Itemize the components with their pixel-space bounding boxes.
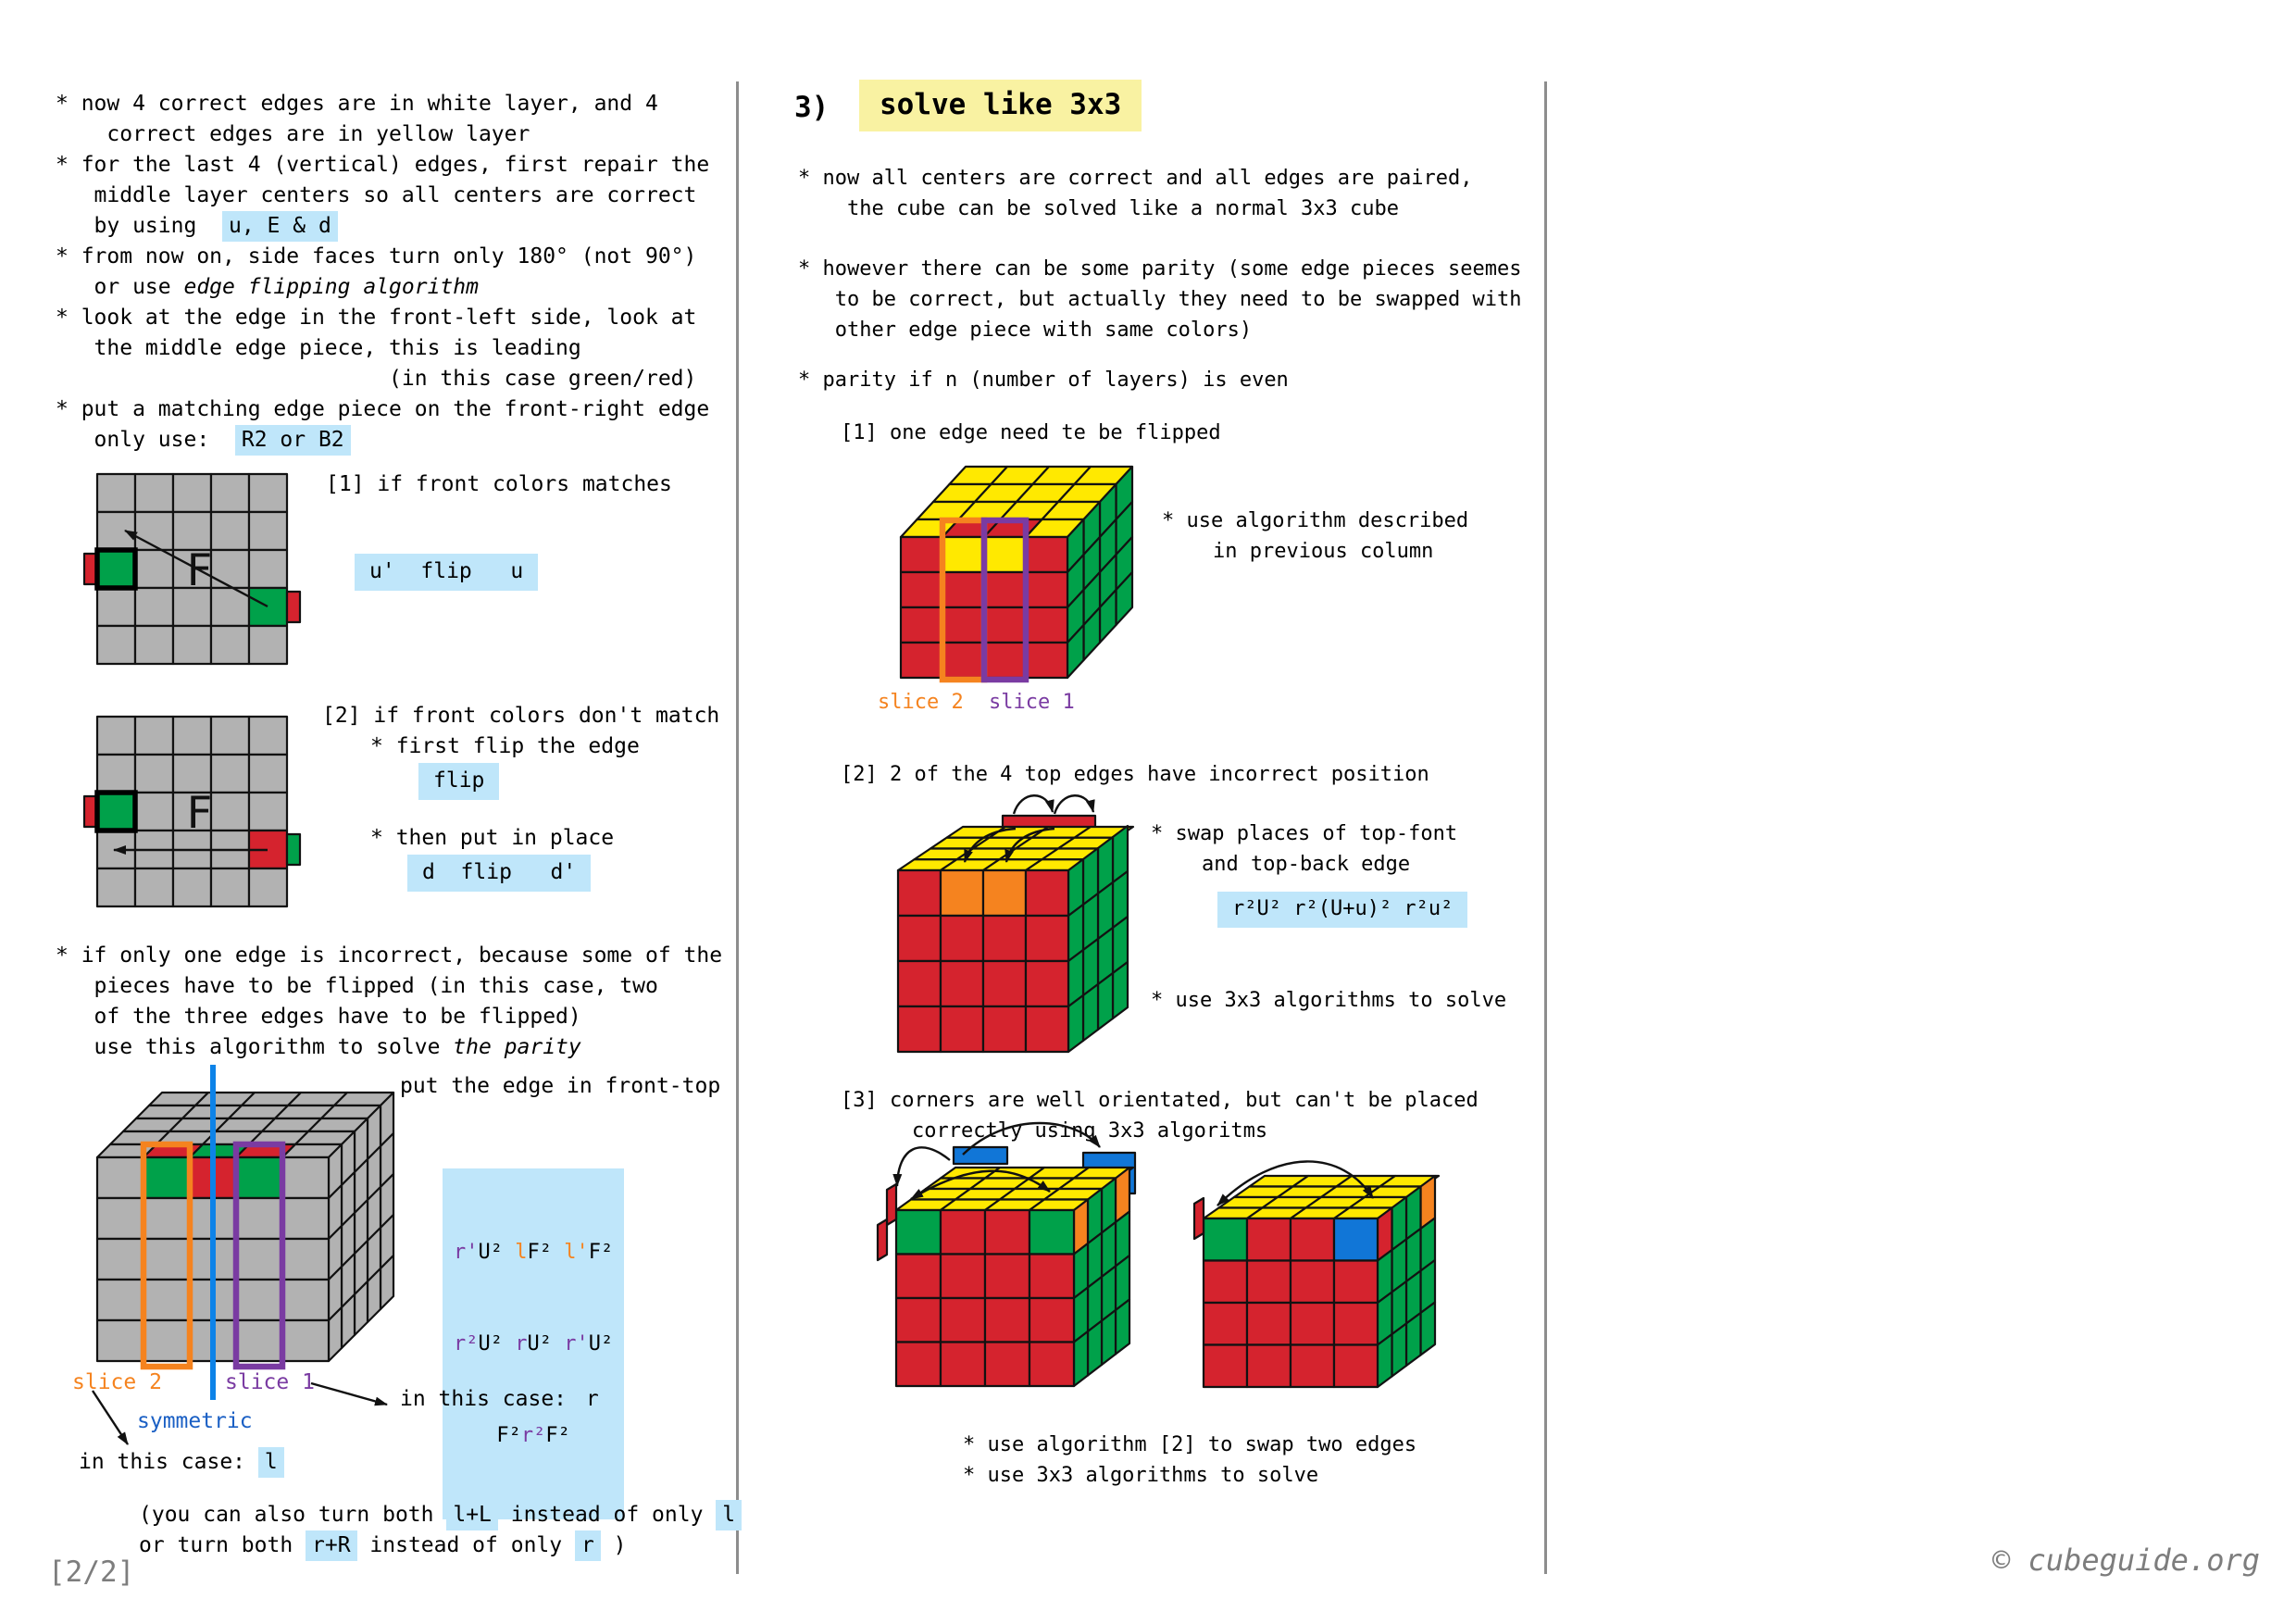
- text-segment: * for the last 4 (vertical) edges, first repair the: [56, 153, 710, 177]
- text-segment: instead of only: [356, 1533, 575, 1557]
- cube-cell: [1247, 1218, 1291, 1261]
- cube-cell: [1247, 1303, 1291, 1345]
- cube-cell: [1204, 1303, 1247, 1345]
- rcase2-algorithm: r²U² r²(U+u)² r²u²: [1217, 892, 1467, 928]
- text-line: [798, 315, 1521, 345]
- cube-cell: [941, 961, 983, 1006]
- cube-cell: [97, 626, 135, 664]
- cube-cell: [211, 626, 249, 664]
- cube-cell: [1291, 1345, 1334, 1388]
- cube-cell: [282, 1157, 329, 1198]
- rcase3-note-2: * use 3x3 algorithms to solve: [963, 1464, 1319, 1487]
- cube-cell: [1026, 643, 1067, 678]
- cube-cell: [97, 717, 135, 755]
- slice1-label: slice 1: [225, 1370, 315, 1394]
- column-divider-1: [736, 81, 739, 1574]
- cube-cell: [135, 588, 173, 626]
- text-segment: U²: [478, 1332, 516, 1355]
- algo-line: [454, 1237, 613, 1268]
- text-line: [56, 1002, 722, 1032]
- cube-cell: [942, 607, 984, 643]
- cube-cell: [236, 1239, 282, 1280]
- slice2-arrow: [93, 1391, 128, 1444]
- cube-cell: [1334, 1345, 1378, 1388]
- text-segment: l: [515, 1241, 528, 1264]
- face-letter: F: [186, 545, 213, 596]
- text-segment: u, E & d: [222, 211, 338, 242]
- text-segment: pieces have to be flipped (in this case, two: [56, 974, 658, 998]
- cube-cell: [173, 868, 211, 906]
- cube-cell: [942, 537, 984, 572]
- cube-cell: [173, 626, 211, 664]
- text-segment: ): [600, 1533, 627, 1557]
- left-edge-tab: [878, 1219, 887, 1260]
- cube-cell: [144, 1198, 190, 1239]
- cube-cell: [896, 1255, 941, 1299]
- cube-cell: [1029, 1343, 1074, 1387]
- text-segment: l: [258, 1447, 284, 1478]
- slice1-label: slice 1: [989, 691, 1075, 714]
- cube-cell: [1083, 984, 1098, 1041]
- cube-cell: [97, 550, 135, 588]
- parity-note: put the edge in front-top: [400, 1074, 721, 1098]
- cube-cell: [1026, 537, 1067, 572]
- red-sliver: [287, 592, 300, 622]
- cube-cell: [984, 607, 1026, 643]
- case2-step2: * then put in place: [370, 826, 615, 850]
- cube-cell: [1026, 870, 1068, 916]
- cube-cell: [1026, 607, 1067, 643]
- case2-label: [2] if front colors don't match: [322, 704, 720, 728]
- cube-cell: [135, 474, 173, 512]
- rcase2-note-1b: and top-back edge: [1202, 853, 1411, 876]
- text-segment: the cube can be solved like a normal 3x3 cube: [798, 197, 1400, 220]
- cube-cell: [236, 1198, 282, 1239]
- text-segment: * from now on, side faces turn only 180° (not 90°): [56, 244, 697, 269]
- rcase2-note-1a: * swap places of top-font: [1151, 822, 1458, 845]
- cube-cell: [135, 793, 173, 831]
- text-segment: F²: [588, 1241, 614, 1264]
- cube-cell: [144, 1239, 190, 1280]
- cube-cell: [173, 474, 211, 512]
- cube-cell: [211, 868, 249, 906]
- algo-line: [454, 1420, 613, 1451]
- slice2-label: slice 2: [878, 691, 964, 714]
- symmetric-label: symmetric: [137, 1409, 253, 1433]
- text-line: [56, 333, 709, 364]
- text-segment: R2 or B2: [235, 425, 351, 456]
- cube-cell: [236, 1280, 282, 1320]
- cube-cell: [941, 870, 983, 916]
- cube-cell: [898, 870, 941, 916]
- text-segment: the parity: [453, 1035, 581, 1059]
- cube-cell: [97, 1157, 144, 1198]
- cube-cell: [985, 1343, 1029, 1387]
- cube-cell: [97, 1239, 144, 1280]
- text-segment: r²: [454, 1332, 479, 1355]
- cube-cell: [983, 916, 1026, 961]
- text-line: [798, 284, 1521, 315]
- cube-cell: [1204, 1218, 1247, 1261]
- text-segment: r: [575, 1530, 601, 1561]
- text-segment: other edge piece with same colors): [798, 319, 1253, 342]
- cube-cell: [1406, 1313, 1421, 1366]
- cube-cell: [249, 588, 287, 626]
- text-line: [56, 941, 722, 971]
- cube-cell: [941, 1298, 985, 1343]
- text-line: [56, 364, 709, 394]
- text-segment: U²: [588, 1332, 614, 1355]
- cube-cell: [983, 870, 1026, 916]
- cube-cell: [984, 643, 1026, 678]
- cube-cell: [211, 550, 249, 588]
- cube-cell: [901, 572, 942, 607]
- case2-algorithm-1: flip: [418, 763, 499, 800]
- cube-cell: [1291, 1218, 1334, 1261]
- case2-algorithm-2: d flip d': [407, 855, 591, 892]
- right-paragraph-1: [798, 163, 1472, 224]
- text-segment: of the three edges have to be flipped): [56, 1005, 581, 1029]
- cube-cell: [211, 755, 249, 793]
- parity-extra-note: [139, 1500, 742, 1561]
- cube-cell: [135, 868, 173, 906]
- text-segment: r: [515, 1332, 528, 1355]
- cube-cell: [941, 1343, 985, 1387]
- text-segment: (in this case green/red): [56, 367, 697, 391]
- text-segment: middle layer centers so all centers are correct: [56, 183, 697, 207]
- back-edge-tab: [954, 1147, 1007, 1164]
- text-line: [56, 211, 709, 242]
- cube-cell: [941, 1006, 983, 1052]
- text-line: [798, 194, 1472, 224]
- cube-cell: [941, 916, 983, 961]
- algo-line: [454, 1329, 613, 1359]
- text-segment: r': [564, 1332, 589, 1355]
- cube-cell: [985, 1255, 1029, 1299]
- text-segment: l': [564, 1241, 589, 1264]
- cube-cell: [1026, 1006, 1068, 1052]
- cube-diagram-2: [866, 782, 1194, 1060]
- cube-cell: [1029, 1210, 1074, 1255]
- cube-cell: [1378, 1334, 1392, 1387]
- text-segment: * put a matching edge piece on the front-right edge: [56, 397, 710, 421]
- text-line: [139, 1500, 742, 1530]
- face-letter: F: [186, 788, 213, 839]
- cube-cell: [249, 793, 287, 831]
- cube-cell: [1116, 1300, 1129, 1355]
- cube-cell: [1029, 1298, 1074, 1343]
- text-line: [139, 1530, 742, 1561]
- cube-cell: [211, 474, 249, 512]
- cube-diagram-1: [866, 444, 1190, 690]
- text-segment: r²: [520, 1424, 546, 1447]
- cube-cell: [1113, 962, 1128, 1018]
- rcase1-note-2: in previous column: [1213, 540, 1434, 563]
- cube-cell: [1204, 1345, 1247, 1388]
- cube-cell: [97, 512, 135, 550]
- cube-cell: [173, 717, 211, 755]
- text-line: [56, 272, 709, 303]
- cube-cell: [135, 550, 173, 588]
- text-segment: in this case:: [79, 1450, 258, 1474]
- rcase1-label: [1] one edge need te be flipped: [841, 421, 1221, 444]
- text-segment: F²: [496, 1424, 521, 1447]
- text-line: [56, 303, 709, 333]
- text-line: [798, 163, 1472, 194]
- cube-cell: [249, 550, 287, 588]
- cube-cell: [1291, 1261, 1334, 1304]
- text-segment: l: [716, 1500, 742, 1530]
- case1-algorithm: u' flip u: [355, 554, 538, 591]
- cube-cell: [898, 916, 941, 961]
- front-face-diagram-1: [69, 461, 319, 693]
- cube-cell: [1102, 1310, 1116, 1365]
- cube-cell: [1026, 916, 1068, 961]
- cube-cell: [144, 1280, 190, 1320]
- front-face-diagram-2: [69, 704, 319, 935]
- cube-cell: [1291, 1303, 1334, 1345]
- cube-cell: [983, 961, 1026, 1006]
- cube-cell: [97, 755, 135, 793]
- case-r-text: [400, 1387, 605, 1411]
- text-segment: U²: [478, 1241, 516, 1264]
- case1-label: [1] if front colors matches: [326, 472, 672, 496]
- cube-cell: [135, 512, 173, 550]
- cube-cell: [173, 755, 211, 793]
- cube-cell: [249, 474, 287, 512]
- cube-cell: [249, 717, 287, 755]
- cube-cell: [985, 1210, 1029, 1255]
- cube-cell: [1204, 1261, 1247, 1304]
- cube-cell: [898, 1006, 941, 1052]
- text-segment: * now all centers are correct and all edges are paired,: [798, 167, 1473, 190]
- cube-cell: [942, 643, 984, 678]
- text-segment: r': [454, 1241, 479, 1264]
- cube-cell: [1098, 973, 1113, 1030]
- cube-cell: [144, 1320, 190, 1361]
- case2-step1: * first flip the edge: [370, 734, 640, 758]
- cube-cell: [249, 868, 287, 906]
- cube-cell: [135, 626, 173, 664]
- text-line: [56, 242, 709, 272]
- text-segment: use this algorithm to solve: [56, 1035, 454, 1059]
- text-segment: U²: [527, 1332, 565, 1355]
- right-paragraph-2: [798, 254, 1521, 345]
- cube-cell: [211, 512, 249, 550]
- rcase2-note-2: * use 3x3 algorithms to solve: [1151, 989, 1507, 1012]
- text-segment: or use: [56, 275, 184, 299]
- text-segment: correct edges are in yellow layer: [56, 122, 530, 146]
- text-segment: (you can also turn both: [139, 1503, 447, 1527]
- cube-cell: [1392, 1324, 1407, 1377]
- cube-cell: [896, 1343, 941, 1387]
- cube-cell: [97, 588, 135, 626]
- text-line: [56, 150, 709, 181]
- cube-cell: [898, 961, 941, 1006]
- cube-cell: [97, 1320, 144, 1361]
- cube-cell: [941, 1210, 985, 1255]
- cube-cell: [97, 474, 135, 512]
- cube-cell: [97, 868, 135, 906]
- cube-cell: [282, 1280, 329, 1320]
- cube-cell: [144, 1157, 190, 1198]
- text-segment: * now 4 correct edges are in white layer, and 4: [56, 92, 658, 116]
- cube-cell: [896, 1298, 941, 1343]
- cube-cell: [1026, 961, 1068, 1006]
- cube-cell: [249, 626, 287, 664]
- text-segment: or turn both: [139, 1533, 306, 1557]
- cube-cell: [1247, 1345, 1291, 1388]
- cube-cell: [1247, 1261, 1291, 1304]
- swap-arc: [1014, 795, 1053, 814]
- cube-cell: [236, 1320, 282, 1361]
- text-segment: * look at the edge in the front-left side, look at: [56, 306, 697, 330]
- cube-cell: [983, 1006, 1026, 1052]
- text-segment: only use:: [56, 428, 235, 452]
- column-divider-2: [1544, 81, 1547, 1574]
- right-paragraph-3: * parity if n (number of layers) is even: [798, 369, 1289, 392]
- cube-cell: [1029, 1255, 1074, 1299]
- cube-cell: [135, 755, 173, 793]
- text-segment: instead of only: [497, 1503, 717, 1527]
- cube-cell: [282, 1320, 329, 1361]
- cube-cell: [97, 793, 135, 831]
- cube-cell: [896, 1210, 941, 1255]
- rcase3-label-2: correctly using 3x3 algoritms: [912, 1119, 1268, 1143]
- text-segment: in this case:: [400, 1387, 580, 1411]
- cube-cell: [97, 1280, 144, 1320]
- cube-cell: [211, 717, 249, 755]
- rcase1-note-1: * use algorithm described: [1162, 509, 1469, 532]
- rcase3-note-1: * use algorithm [2] to swap two edges: [963, 1433, 1417, 1456]
- parity-paragraph: [56, 941, 722, 1063]
- cube-cell: [1334, 1303, 1378, 1345]
- text-line: [56, 425, 709, 456]
- text-line: [56, 394, 709, 425]
- cube-cell: [1074, 1331, 1088, 1386]
- text-segment: r+R: [306, 1530, 357, 1561]
- rcase3-label-1: [3] corners are well orientated, but can't be placed: [841, 1089, 1479, 1112]
- cube-cell: [1334, 1218, 1378, 1261]
- cube-cell: [984, 572, 1026, 607]
- case-l-text: [79, 1450, 284, 1474]
- slice2-label: slice 2: [72, 1370, 162, 1394]
- cube-cell: [984, 537, 1026, 572]
- text-segment: * if only one edge is incorrect, because some of the: [56, 943, 723, 968]
- text-line: [56, 181, 709, 211]
- text-segment: by using: [56, 214, 223, 238]
- parity-algorithm-box: [443, 1168, 624, 1519]
- text-segment: F²: [545, 1424, 570, 1447]
- text-line: [56, 119, 709, 150]
- text-line: [56, 89, 709, 119]
- section-number: 3): [794, 91, 830, 124]
- cube-cell: [942, 572, 984, 607]
- cube-cell: [941, 1255, 985, 1299]
- copyright: © cubeguide.org: [1992, 1543, 2260, 1578]
- left-edge-tab: [1194, 1198, 1204, 1239]
- cube-cell: [1068, 995, 1083, 1052]
- cube-cell: [97, 1198, 144, 1239]
- cube-cell: [901, 643, 942, 678]
- text-line: [56, 971, 722, 1002]
- cube-cell: [1334, 1261, 1378, 1304]
- swap-arc: [1054, 795, 1093, 814]
- cube-cell: [282, 1239, 329, 1280]
- text-segment: to be correct, but actually they need to be swapped with: [798, 288, 1522, 311]
- cube-cell: [1026, 572, 1067, 607]
- cube-cell: [985, 1298, 1029, 1343]
- cube-diagram-3b: [1180, 1128, 1500, 1405]
- cube-cell: [249, 755, 287, 793]
- text-segment: the middle edge piece, this is leading: [56, 336, 581, 360]
- cube-cell: [135, 717, 173, 755]
- cube-cell: [236, 1157, 282, 1198]
- text-segment: F²: [527, 1241, 565, 1264]
- cube-cell: [1421, 1303, 1436, 1355]
- green-sliver: [287, 834, 300, 865]
- cube-cell: [1088, 1321, 1102, 1376]
- cube-cell: [211, 793, 249, 831]
- cube-cell: [282, 1198, 329, 1239]
- text-segment: l+L: [446, 1500, 498, 1530]
- text-segment: * however there can be some parity (some edge pieces seemes: [798, 257, 1522, 281]
- text-segment: r: [580, 1384, 605, 1415]
- page-indicator: [2/2]: [48, 1555, 135, 1589]
- left-edge-tab: [887, 1184, 896, 1225]
- text-segment: edge flipping algorithm: [183, 275, 479, 299]
- intro-bullets: [56, 89, 709, 456]
- cube-cell: [173, 512, 211, 550]
- cube-cell: [901, 537, 942, 572]
- rcase2-label: [2] 2 of the 4 top edges have incorrect position: [841, 763, 1429, 786]
- section-title: solve like 3x3: [859, 80, 1142, 131]
- cube-cell: [249, 512, 287, 550]
- slice1-arrow: [311, 1383, 387, 1405]
- text-line: [798, 254, 1521, 284]
- cube-cell: [901, 607, 942, 643]
